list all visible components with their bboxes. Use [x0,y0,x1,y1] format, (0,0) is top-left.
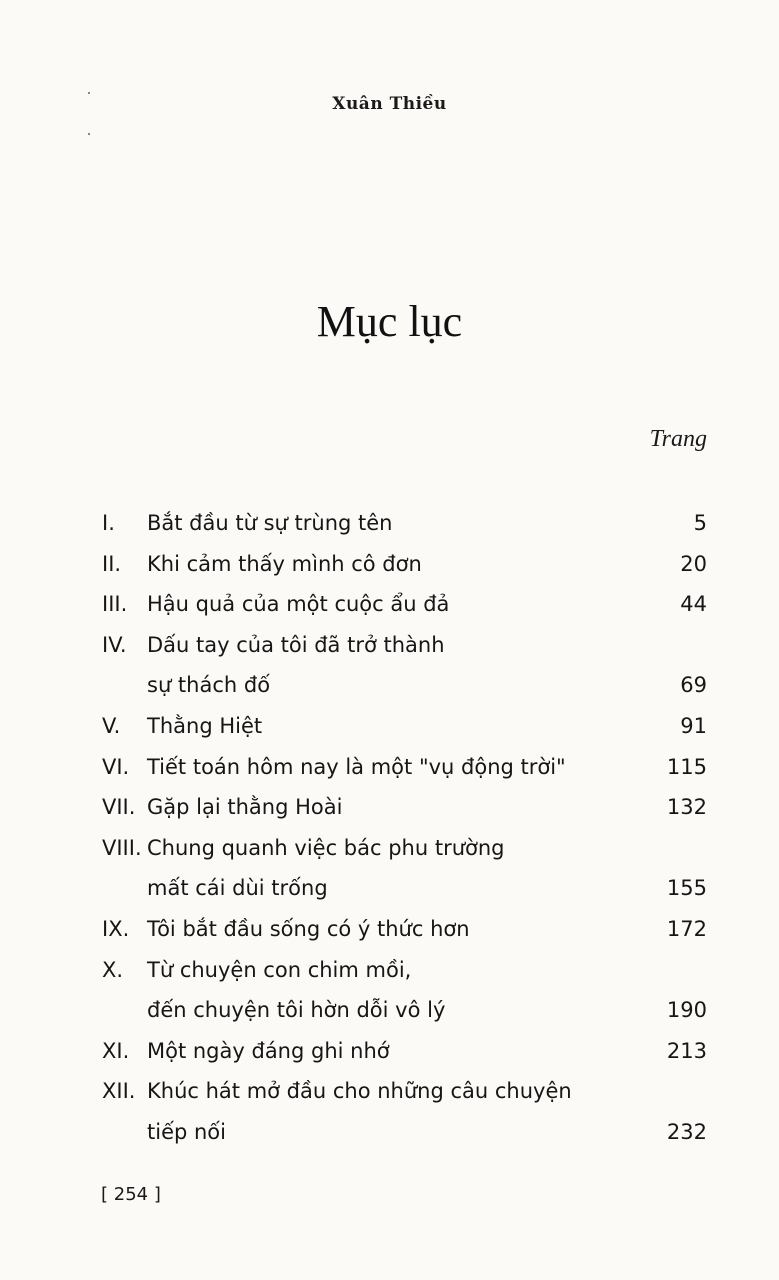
toc-chapter-title: Thằng Hiệt [147,713,263,738]
toc-chapter-title: tiếp nối [147,1119,226,1144]
toc-entry [102,1031,707,1072]
toc-entry [102,787,707,828]
toc-chapter-title: Khúc hát mở đầu cho những câu chuyện [147,1079,572,1104]
running-header: Xuân Thiều [332,94,447,114]
toc-chapter-title: Bắt đầu từ sự trùng tên [147,511,393,535]
toc-chapter-number: I. [102,511,115,535]
toc-page-number: 155 [666,876,707,901]
toc-chapter-number: XII. [102,1079,136,1104]
toc-chapter-number: III. [102,592,128,617]
toc-page-number: 213 [666,1038,707,1063]
toc-chapter-title: Hậu quả của một cuộc ẩu đả [147,592,450,617]
toc-entry [102,625,707,666]
toc-chapter-title: mất cái dùi trống [147,876,328,901]
toc-chapter-number: IV. [102,632,127,657]
toc-chapter-title: Từ chuyện con chim mồi, [147,957,412,982]
toc-entry-continuation [102,990,707,1031]
toc-chapter-number: X. [102,957,124,982]
toc-chapter-title: Tôi bắt đầu sống có ý thức hơn [147,916,470,941]
toc-entry [102,1071,707,1112]
toc-chapter-number: XI. [102,1038,130,1063]
toc-page-number: 232 [666,1119,707,1144]
toc-page-number: 172 [666,916,707,941]
toc-entry-continuation [102,1112,707,1153]
toc-entry [102,950,707,991]
toc-entry [102,584,707,625]
toc-chapter-title: Dấu tay của tôi đã trở thành [147,632,445,657]
toc-entry-continuation [102,665,707,706]
toc-chapter-title: Khi cảm thấy mình cô đơn [147,551,422,576]
toc-chapter-title: Chung quanh việc bác phu trường [147,835,505,860]
page-column-label: Trang [649,426,707,452]
toc-page-number: 44 [680,592,707,617]
toc-page-number: 69 [680,673,707,698]
margin-mark [88,133,90,135]
toc-chapter-number: IX. [102,916,130,941]
toc-chapter-number: VI. [102,754,130,779]
page-title: Mục lục [316,297,463,346]
toc-entry [102,747,707,788]
toc-entry [102,544,707,585]
toc-chapter-title: sự thách đố [147,673,271,698]
toc-chapter-title: Gặp lại thằng Hoài [147,795,343,820]
page-number: [ 254 ] [101,1184,161,1205]
toc-chapter-number: V. [102,713,121,738]
toc-page-number: 190 [666,998,707,1023]
toc-chapter-number: VIII. [102,835,142,860]
toc-entry [102,828,707,869]
toc-chapter-number: II. [102,551,122,576]
toc-chapter-title: Một ngày đáng ghi nhớ [147,1038,390,1063]
toc-page-number: 91 [680,713,707,738]
toc-chapter-title: Tiết toán hôm nay là một "vụ động trời" [147,754,566,779]
toc-page-number: 132 [666,795,707,820]
toc-entry-continuation [102,868,707,909]
toc-page-number: 5 [693,511,707,535]
toc-entry [102,503,707,544]
toc-entry [102,909,707,950]
toc-chapter-number: VII. [102,795,136,820]
toc-page-number: 20 [680,551,707,576]
toc-chapter-title: đến chuyện tôi hờn dỗi vô lý [147,998,446,1023]
toc-entry [102,706,707,747]
toc-page-number: 115 [666,754,707,779]
table-of-contents [102,503,707,1153]
